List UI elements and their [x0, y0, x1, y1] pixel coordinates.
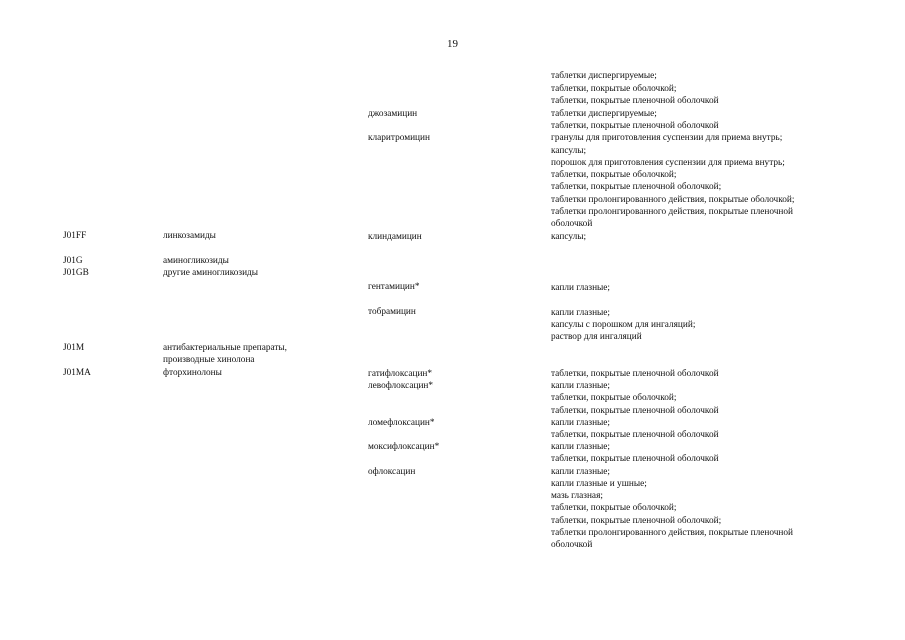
dosage-form: таблетки, покрытые пленочной оболочкой — [551, 406, 719, 416]
dosage-form: таблетки, покрытые оболочкой; — [551, 393, 677, 403]
drug-name: тобрамицин — [368, 307, 416, 317]
dosage-form: таблетки диспергируемые; — [551, 109, 657, 119]
dosage-form: таблетки пролонгированного действия, покрытые пленочной — [551, 528, 793, 538]
drug-name: кларитромицин — [368, 133, 430, 143]
dosage-form: таблетки, покрытые пленочной оболочкой — [551, 430, 719, 440]
dosage-form: таблетки пролонгированного действия, покрытые оболочкой; — [551, 195, 795, 205]
dosage-form: таблетки, покрытые пленочной оболочкой — [551, 121, 719, 131]
atc-code: J01FF — [63, 231, 87, 241]
dosage-form: капсулы с порошком для ингаляций; — [551, 320, 696, 330]
dosage-form: оболочкой — [551, 219, 593, 229]
atc-code: J01G — [63, 256, 83, 266]
dosage-form: капли глазные; — [551, 418, 611, 428]
dosage-form: таблетки, покрытые пленочной оболочкой; — [551, 182, 722, 192]
dosage-form: оболочкой — [551, 540, 593, 550]
drug-name: офлоксацин — [368, 467, 416, 477]
dosage-form: гранулы для приготовления суспензии для приема внутрь; — [551, 133, 783, 143]
drug-name: моксифлоксацин* — [368, 442, 440, 452]
drug-name: гентамицин* — [368, 282, 420, 292]
dosage-form: таблетки диспергируемые; — [551, 71, 657, 81]
dosage-form: капли глазные; — [551, 308, 611, 318]
dosage-form: таблетки, покрытые пленочной оболочкой — [551, 454, 719, 464]
dosage-form: капсулы; — [551, 146, 587, 156]
dosage-form: таблетки, покрытые пленочной оболочкой; — [551, 516, 722, 526]
class-name: аминогликозиды — [163, 256, 229, 266]
drug-name: гатифлоксацин* — [368, 369, 433, 379]
dosage-form: мазь глазная; — [551, 491, 603, 501]
page-number: 19 — [447, 38, 458, 50]
drug-name: левофлоксацин* — [368, 381, 434, 391]
dosage-form: капли глазные; — [551, 467, 611, 477]
dosage-form: капсулы; — [551, 232, 587, 242]
dosage-form: таблетки, покрытые пленочной оболочкой — [551, 96, 719, 106]
drug-name: клиндамицин — [368, 232, 422, 242]
class-name: антибактериальные препараты, — [163, 343, 287, 353]
class-name: линкозамиды — [163, 231, 216, 241]
class-name: производные хинолона — [163, 355, 255, 365]
drug-name: ломефлоксацин* — [368, 418, 435, 428]
atc-code: J01GB — [63, 268, 89, 278]
dosage-form: таблетки, покрытые оболочкой; — [551, 503, 677, 513]
dosage-form: порошок для приготовления суспензии для приема внутрь; — [551, 158, 785, 168]
dosage-form: капли глазные; — [551, 283, 611, 293]
dosage-form: таблетки пролонгированного действия, покрытые пленочной — [551, 207, 793, 217]
dosage-form: капли глазные и ушные; — [551, 479, 647, 489]
dosage-form: раствор для ингаляций — [551, 332, 642, 342]
dosage-form: капли глазные; — [551, 442, 611, 452]
atc-code: J01M — [63, 343, 85, 353]
dosage-form: таблетки, покрытые оболочкой; — [551, 84, 677, 94]
dosage-form: таблетки, покрытые оболочкой; — [551, 170, 677, 180]
dosage-form: капли глазные; — [551, 381, 611, 391]
atc-code: J01MA — [63, 368, 91, 378]
class-name: фторхинолоны — [163, 368, 222, 378]
class-name: другие аминогликозиды — [163, 268, 259, 278]
drug-name: джозамицин — [368, 109, 418, 119]
dosage-form: таблетки, покрытые пленочной оболочкой — [551, 369, 719, 379]
